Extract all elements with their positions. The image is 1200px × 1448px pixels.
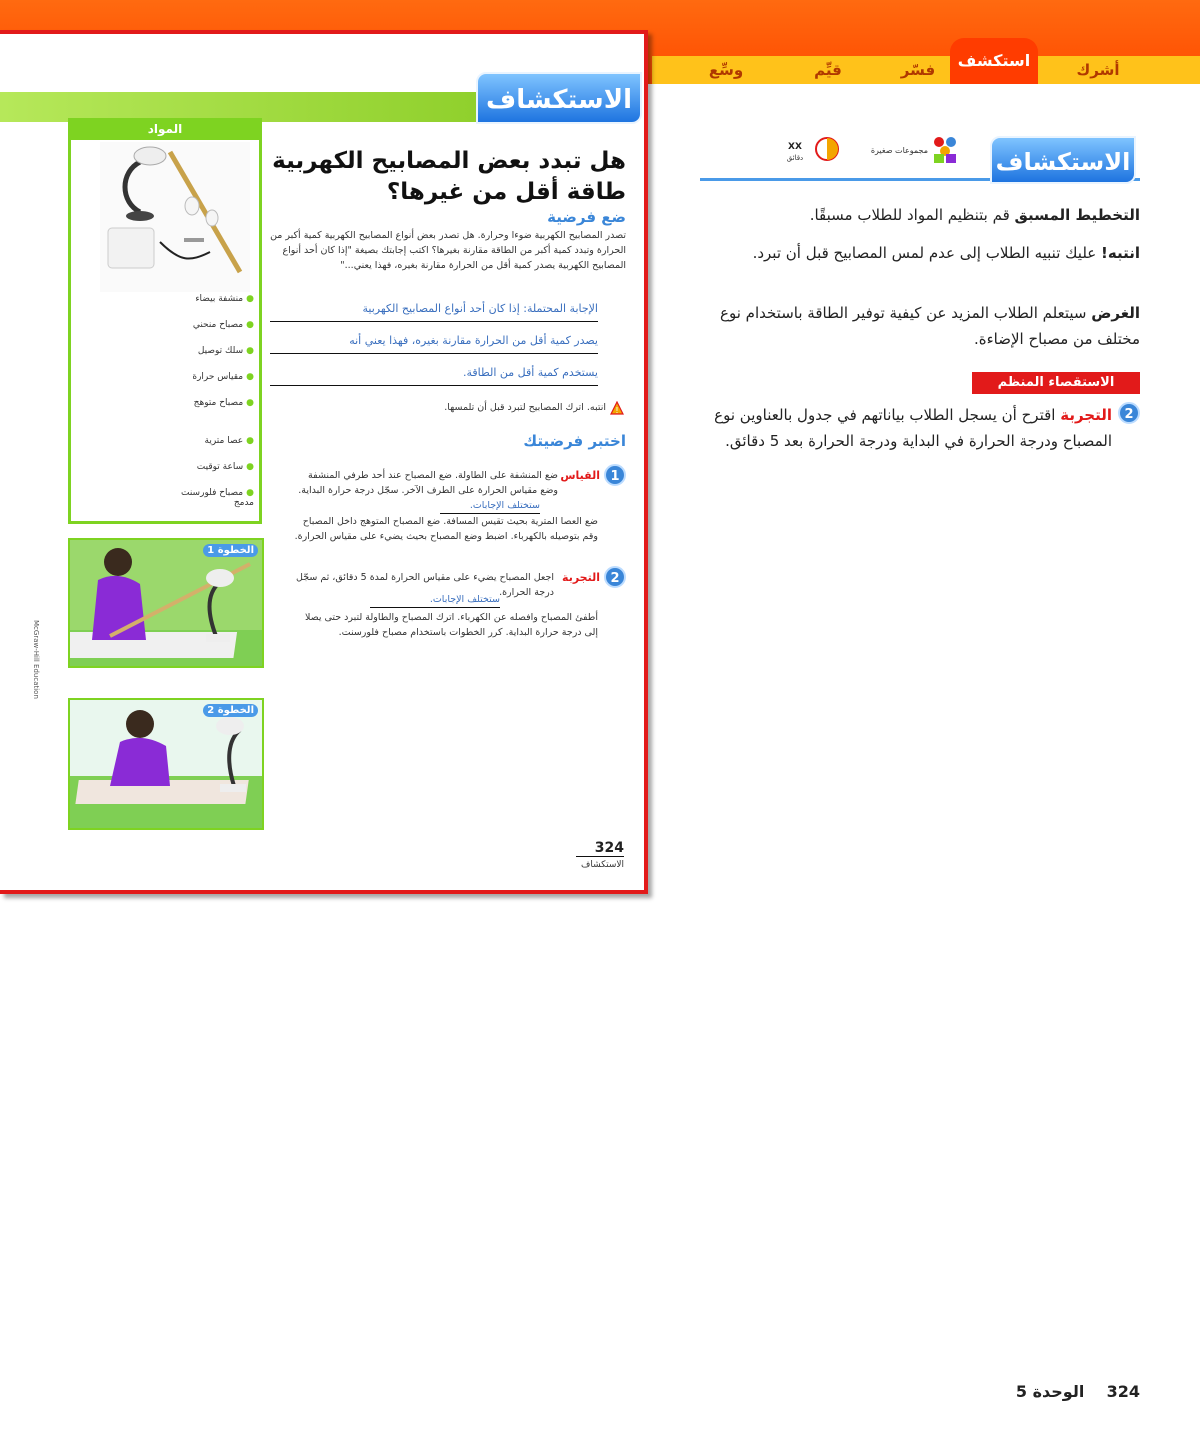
purpose-paragraph: الغرض سيتعلم الطلاب المزيد عن كيفية توفير الطاقة باستخدام نوع مختلف من مصباح الإضاءة. xyxy=(720,304,1140,348)
materials-item: ● مصباح منحني xyxy=(170,320,254,330)
teacher-step-2-paragraph: التجربة اقترح أن يسجل الطلاب بياناتهم في جدول بالعناوين نوع المصباح ودرجة الحرارة في البداية ودرجة الحرارة بعد 5 دقائق. xyxy=(714,406,1112,450)
step-2-fill[interactable]: ستختلف الإجابات. xyxy=(370,592,500,608)
step-2-text-continued: أطفئ المصباح وافصله عن الكهرباء. اترك المصباح والطاولة لتبرد حتى يصلا إلى درجة حرارة البداية. كرر الخطوات باستخدام مصباح فلورسنت. xyxy=(304,612,598,638)
materials-photo xyxy=(100,142,250,292)
step-1-text-continued: ضع العصا المترية بحيث تقيس المسافة. ضع المصباح المتوهج داخل المصباح وقم بتوصيله بالكهرباء. اضبط وضع المصباح بحيث يضيء على مقياس الحرارة. xyxy=(294,516,598,542)
student-page-number: 324 xyxy=(576,840,624,857)
time-unit: دقائق xyxy=(786,154,804,162)
inquiry-badge: الاستقصاء المنظم xyxy=(972,372,1140,394)
teacher-explore-banner: الاستكشاف xyxy=(990,136,1136,184)
tab-evaluate[interactable]: قيِّم xyxy=(814,61,842,79)
footer-unit: الوحدة 5 xyxy=(1015,1382,1085,1401)
clock-icon xyxy=(814,136,840,162)
hypothesis-text: تصدر المصابيح الكهربية ضوءا وحرارة. هل تصدر بعض أنواع المصابيح الكهربية كمية أكبر من الحرارة وتبدد كمية أكبر من الطاقة مقارنة بغيرها؟ اكتب إجابتك بصيغة "إذا كان أحد أنواع المصابيح الكهربية يصدر كمية أقل من الحرارة مقارنة بغيره، فهذا يعني..." xyxy=(270,230,626,271)
planning-paragraph: التخطيط المسبق قم بتنظيم المواد للطلاب مسبقًا. xyxy=(809,206,1140,224)
materials-item: ● سلك توصيل xyxy=(170,346,254,356)
materials-item: ● مصباح متوهج xyxy=(170,398,254,408)
materials-item: ● منشفة بيضاء xyxy=(170,294,254,304)
tab-extend[interactable]: وسِّع xyxy=(708,61,744,79)
page-title: هل تبدد بعض المصابيح الكهربية طاقة أقل من غيرها؟ xyxy=(272,148,626,205)
answer-line-1[interactable]: الإجابة المحتملة: إذا كان أحد أنواع المصابيح الكهربية xyxy=(270,296,598,322)
warning-icon xyxy=(610,400,624,414)
time-value: XX xyxy=(788,142,802,152)
step-1-photo-label: الخطوة 1 xyxy=(203,544,258,557)
caution-note: انتبه. اترك المصابيح لتبرد قبل أن تلمسها. xyxy=(444,402,606,413)
materials-item: ● ساعة توقيت xyxy=(170,462,254,472)
tab-engage[interactable]: أشرك xyxy=(1076,61,1120,79)
teacher-step-2-number: 2 xyxy=(1118,402,1140,424)
step-2-label: التجربة xyxy=(562,571,600,584)
step-2-photo-label: الخطوة 2 xyxy=(203,704,258,717)
answer-line-2[interactable]: يصدر كمية أقل من الحرارة مقارنة بغيره، فهذا يعني أنه xyxy=(270,328,598,354)
step-1-label: القياس xyxy=(560,469,600,482)
step-1-photo xyxy=(68,538,264,668)
step-1-text: ضع المنشفة على الطاولة. ضع المصباح عند أحد طرفي المنشفة وضع مقياس الحرارة على الطرف الآخر. سجّل درجة حرارة البداية. xyxy=(298,470,558,496)
svg-text:!: ! xyxy=(615,406,619,415)
materials-header: المواد xyxy=(68,118,262,140)
tab-explore[interactable]: استكشف xyxy=(950,38,1038,84)
step-2-text: اجعل المصباح يضيء على مقياس الحرارة لمدة 5 دقائق، ثم سجّل درجة الحرارة. xyxy=(296,572,554,598)
answer-line-3[interactable]: يستخدم كمية أقل من الطاقة. xyxy=(270,360,598,386)
small-groups-label: مجموعات صغيرة xyxy=(870,146,928,155)
step-2-number: 2 xyxy=(604,566,626,588)
student-page-caption: الاستكشاف xyxy=(581,860,624,870)
test-heading: اختبر فرضيتك xyxy=(523,432,626,450)
caution-paragraph: انتبه! عليك تنبيه الطلاب إلى عدم لمس المصابيح قبل أن تبرد. xyxy=(752,244,1140,262)
hypothesis-heading: ضع فرضية xyxy=(547,208,626,226)
small-groups-icon xyxy=(930,134,960,164)
footer-page-number: 324 xyxy=(1106,1382,1140,1401)
step-1-number: 1 xyxy=(604,464,626,486)
teacher-footer xyxy=(960,1382,1140,1401)
side-credit: McGraw-Hill Education xyxy=(32,620,40,699)
step-2-photo xyxy=(68,698,264,830)
step-1-fill[interactable]: ستختلف الإجابات. xyxy=(440,498,540,514)
materials-item: ● مصباح فلورسنت مدمج xyxy=(170,488,254,508)
materials-item: ● مقياس حرارة xyxy=(170,372,254,382)
tab-explain[interactable]: فسّر xyxy=(900,61,936,79)
materials-item: ● عصا مترية xyxy=(170,436,254,446)
student-explore-banner: الاستكشاف xyxy=(476,72,642,124)
